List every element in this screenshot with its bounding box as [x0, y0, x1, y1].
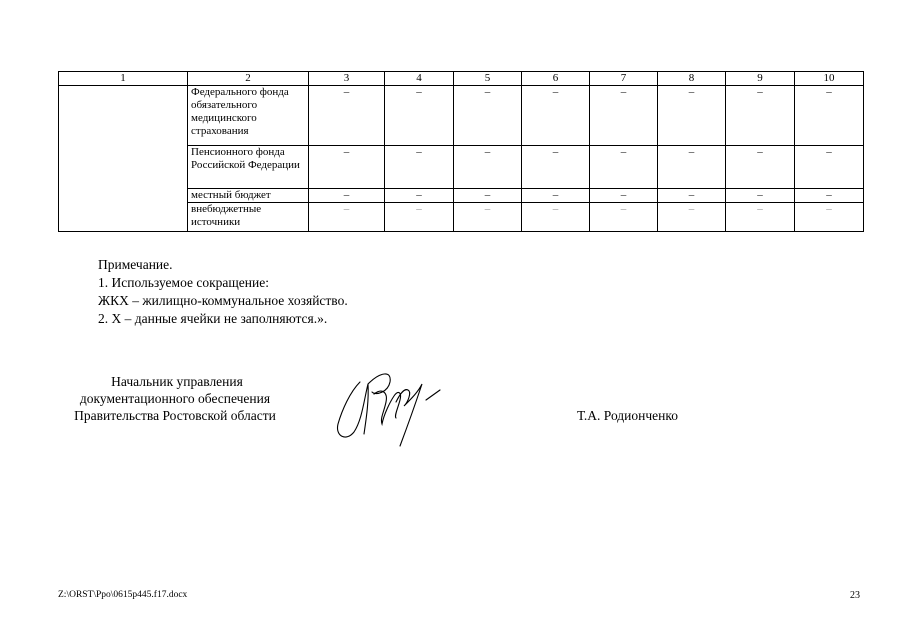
table-cell: – [795, 203, 864, 232]
table-cell: – [795, 146, 864, 189]
table-cell: – [385, 203, 454, 232]
row-label: внебюджетные источники [188, 203, 309, 232]
table-cell: – [795, 86, 864, 146]
table-cell: – [658, 146, 726, 189]
table-cell: – [726, 203, 795, 232]
column-header: 5 [454, 72, 522, 86]
table-cell: – [522, 189, 590, 203]
table-cell: – [522, 203, 590, 232]
footnote-title: Примечание. [98, 257, 173, 272]
table-row [59, 86, 864, 146]
row-label: Федерального фонда обязательного медицинского страхования [188, 86, 309, 146]
table-cell: – [385, 146, 454, 189]
table-cell: – [309, 146, 385, 189]
table-cell: – [726, 189, 795, 203]
row-label: местный бюджет [188, 189, 309, 203]
table-cell: – [590, 86, 658, 146]
handwritten-signature [328, 362, 448, 448]
table-cell: – [522, 86, 590, 146]
table-cell: – [726, 146, 795, 189]
column-header: 4 [385, 72, 454, 86]
table-cell: – [309, 203, 385, 232]
table-cell: – [522, 146, 590, 189]
table-header-row [59, 72, 864, 86]
table-cell: – [454, 86, 522, 146]
footnote-line: 1. Используемое сокращение: [98, 275, 269, 290]
footnote-line: 2. Х – данные ячейки не заполняются.». [98, 311, 328, 326]
column-header: 9 [726, 72, 795, 86]
table-cell: – [309, 86, 385, 146]
table-cell: – [658, 203, 726, 232]
page-number: 23 [850, 590, 860, 601]
table-cell: – [726, 86, 795, 146]
table-cell: – [590, 203, 658, 232]
signer-position [40, 373, 310, 424]
column-header: 1 [59, 72, 188, 86]
footnote-block [98, 256, 348, 328]
column-header: 6 [522, 72, 590, 86]
table-cell: – [658, 86, 726, 146]
table-cell-empty [59, 86, 188, 232]
signer-position-line: документационного обеспечения [79, 391, 271, 406]
table-cell: – [795, 189, 864, 203]
table-cell: – [385, 189, 454, 203]
table-cell: – [454, 146, 522, 189]
footnote-line: ЖКХ – жилищно-коммунальное хозяйство. [98, 293, 348, 308]
file-path: Z:\ORST\Ppo\0615p445.f17.docx [58, 590, 188, 600]
signer-position-line: Правительства Ростовской области [74, 408, 276, 423]
table-cell: – [590, 189, 658, 203]
signer-name: Т.А. Родионченко [577, 408, 678, 423]
column-header: 3 [309, 72, 385, 86]
column-header: 2 [188, 72, 309, 86]
table-cell: – [590, 146, 658, 189]
row-label: Пенсионного фонда Российской Федерации [188, 146, 309, 189]
table-cell: – [658, 189, 726, 203]
column-header: 10 [795, 72, 864, 86]
table-cell: – [454, 189, 522, 203]
table-cell: – [309, 189, 385, 203]
budget-table [58, 71, 864, 232]
column-header: 7 [590, 72, 658, 86]
column-header: 8 [658, 72, 726, 86]
table-cell: – [454, 203, 522, 232]
table-cell: – [385, 86, 454, 146]
signer-position-line: Начальник управления [111, 374, 243, 389]
